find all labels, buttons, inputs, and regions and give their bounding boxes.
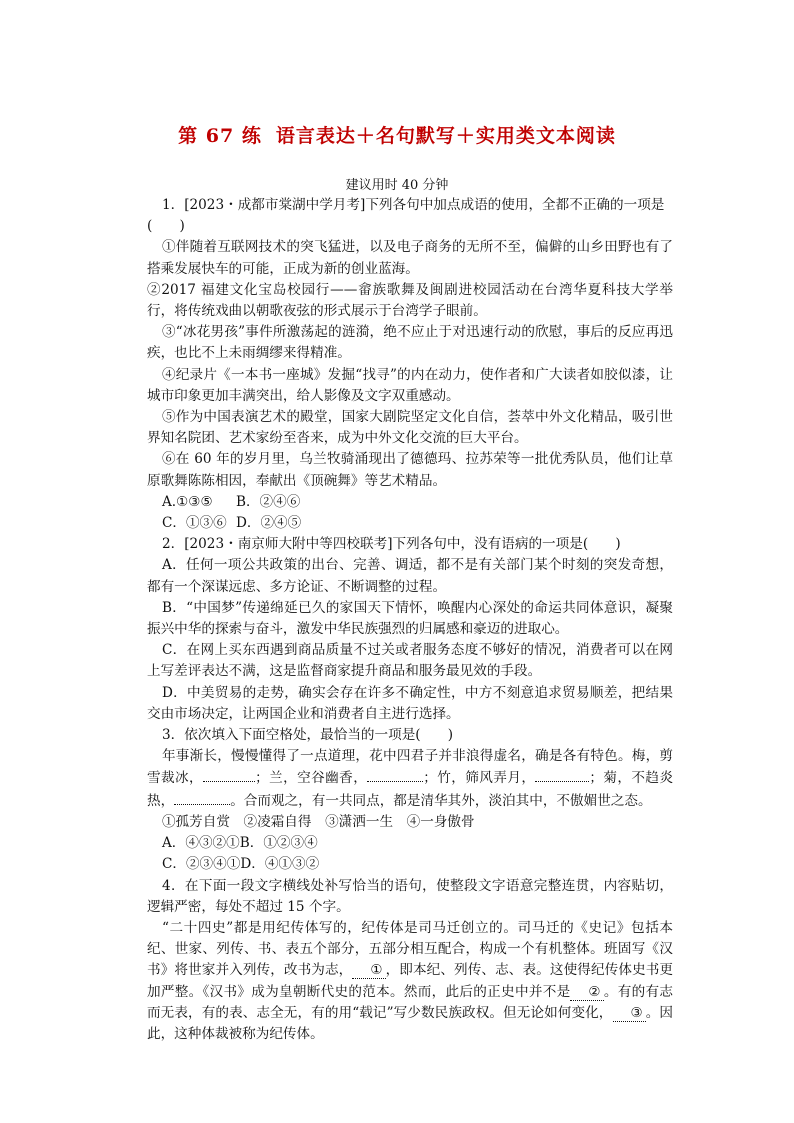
option: B．①②③④ (239, 835, 318, 852)
fill-blank (174, 790, 230, 805)
q4-passage: “二十四史”都是用纪传体写的，纪传体是司马迁创立的。司马迁的《史记》包括本纪、世家、列传、书、表五个部分，五部分相互配合，构成一个有机整体。班固写《汉书》将世家并入列传，改书为志， ① ，即本纪、列传、志、表。这使得纪传体史书更加严整。《汉书》成为皇朝断代史的范本。然而，此后的正史中并不是 ② 。有的有志而无表，有的表、志全无，有的用“载记”写少数民族政权。但无论如何变化， ③ 。因此，这种体裁被称为纪传体。 (147, 919, 674, 1042)
q3-options-row (147, 833, 673, 854)
q2-stem: 2．[2023・南京师大附中等四校联考]下列各句中，没有语病的一项是( ) (161, 536, 621, 553)
fill-gap-1: ① (352, 962, 385, 979)
option: A.①③⑤ (161, 493, 213, 510)
option: C．②③④① (161, 856, 241, 873)
answer-paren: ( ) (147, 218, 185, 235)
q1-sentence: ⑤作为中国表演艺术的殿堂，国家大剧院坚定文化自信，荟萃中外文化精品，吸引世界知名院团、艺术家纷至沓来，成为中外文化交流的巨大平台。 (147, 409, 673, 447)
q2-option: A．任何一项公共政策的出台、完善、调适，都不是有关部门某个时刻的突发奇想，都有一个深谋远虑、多方论证、不断调整的过程。 (147, 557, 673, 595)
page-title (0, 121, 794, 148)
fill-blank (203, 767, 255, 782)
q3-stem: 3．依次填入下面空格处，最恰当的一项是( ) (161, 727, 454, 744)
fill-blank (535, 767, 589, 782)
option: C．①③⑥ (161, 515, 227, 532)
fill-gap-3: ③ (613, 1005, 646, 1022)
q3-options-row (147, 854, 673, 875)
q3-passage: 年事渐长，慢慢懂得了一点道理，花中四君子并非浪得虚名，确是各有特色。梅，剪雪裁冰， ；兰，空谷幽香， ；竹，筛风弄月， ；菊，不趋炎热， 。合而观之，有一共同点，都是清华其外，淡泊其中，不傲媚世之态。 (147, 748, 674, 809)
question-body (147, 195, 673, 1045)
q1-options-row (147, 513, 673, 534)
fill-blank (367, 767, 423, 782)
q1-options-row (147, 492, 673, 513)
fill-gap-2: ② (570, 984, 603, 1001)
q1-sentence: ⑥在 60 年的岁月里，乌兰牧骑涌现出了德德玛、拉苏荣等一批优秀队员，他们让草原歌舞陈陈相因，奉献出《顶碗舞》等艺术精品。 (147, 451, 673, 489)
option: D．②④⑤ (235, 515, 302, 532)
option: A．④③②① (161, 835, 240, 852)
q2-option: C．在网上买东西遇到商品质量不过关或者服务态度不够好的情况，消费者可以在网上写差评表达不满，这是监督商家提升商品和服务最见效的手段。 (147, 642, 673, 680)
time-hint: 建议用时 40 分钟 (345, 178, 449, 193)
q2-option: B．“中国梦”传递绵延已久的家国天下情怀，唤醒内心深处的命运共同体意识，凝聚振兴中华的探索与奋斗，激发中华民族强烈的归属感和豪迈的进取心。 (147, 599, 673, 638)
exercise-topic: 语言表达＋名句默写＋实用类文本阅读 (275, 125, 616, 147)
q1-stem: 1．[2023・成都市棠湖中学月考]下列各句中加点成语的使用，全都不正确的一项是 ( ) (147, 197, 665, 235)
q1-sentence: ④纪录片《一本书一座城》发掘“找寻”的内在动力，使作者和广大读者如胶似漆，让城市印象更加丰满突出，给人影像及文字双重感动。 (147, 366, 673, 404)
q1-sentence: ②2017 福建文化宝岛校园行——畲族歌舞及闽剧进校园活动在台湾华夏科技大学举行，将传统戏曲以朝歌夜弦的形式展示于台湾学子眼前。 (147, 281, 673, 320)
q4-stem: 4．在下面一段文字横线处补写恰当的语句，使整段文字语意完整连贯，内容贴切，逻辑严密，每处不超过 15 个字。 (147, 877, 673, 915)
option: B．②④⑥ (235, 493, 301, 510)
q1-sentence: ①伴随着互联网技术的突飞猛进，以及电子商务的无所不至，偏僻的山乡田野也有了搭乘发展快车的可能，正成为新的创业蓝海。 (147, 239, 673, 277)
exercise-number: 第 67 练 (178, 125, 262, 147)
q1-sentence: ③“冰花男孩”事件所激荡起的涟漪，绝不应止于对迅速行动的欣慰，事后的反应再迅疾，也比不上未雨绸缪来得精准。 (147, 324, 673, 362)
q3-choices: ①孤芳自赏 ②凌霜自得 ③潇洒一生 ④一身傲骨 (161, 813, 475, 830)
option: D．④①③② (240, 856, 320, 873)
q2-option: D．中美贸易的走势，确实会存在许多不确定性，中方不刻意追求贸易顺差，把结果交由市场决定，让两国企业和消费者自主进行选择。 (147, 684, 673, 722)
